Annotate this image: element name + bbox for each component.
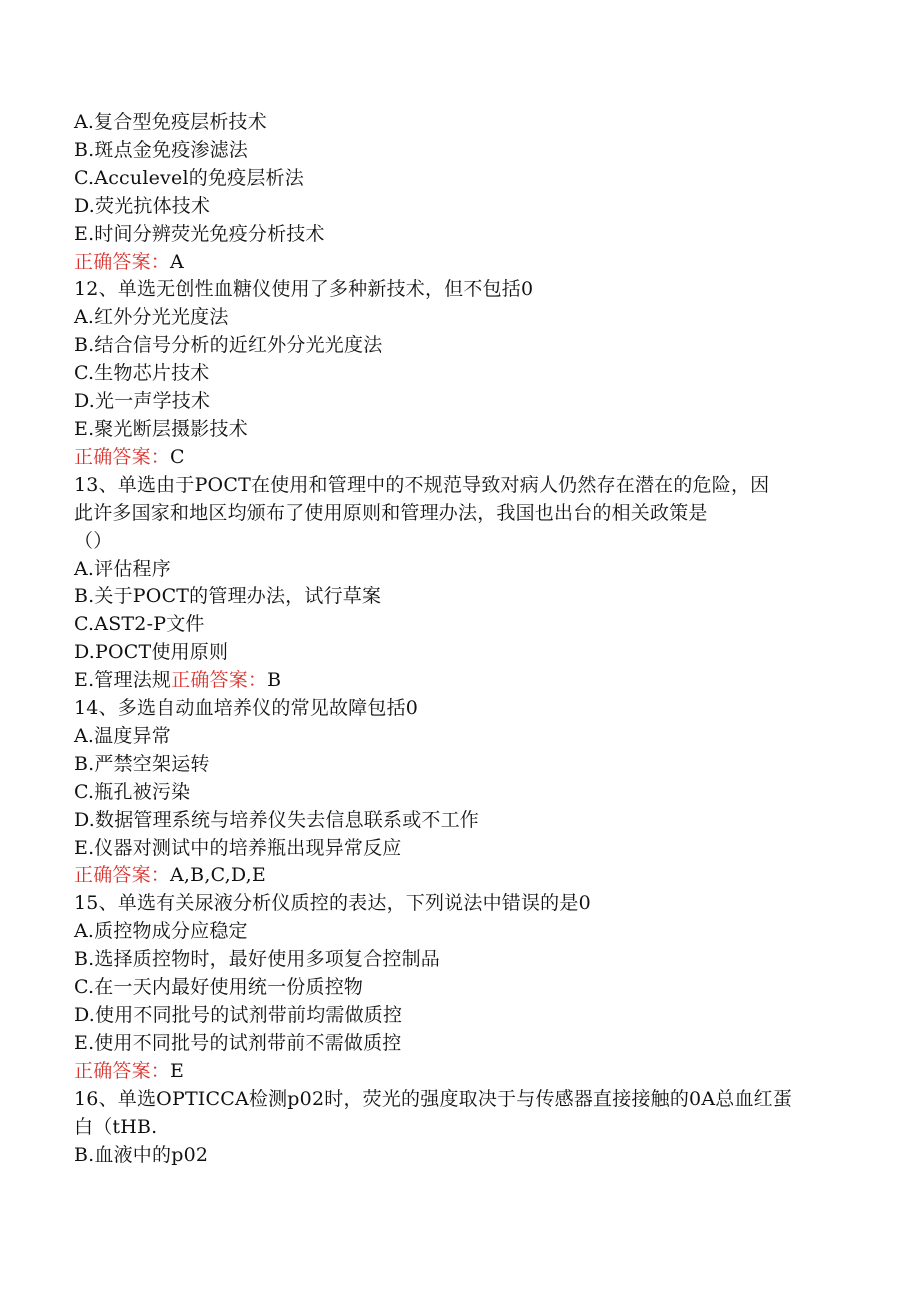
option-line: E.聚光断层摄影技术 — [74, 417, 248, 440]
option-line: C.瓶孔被污染 — [74, 780, 191, 803]
option-answer-line — [74, 667, 844, 695]
question-line: 13、单选由于POCT在使用和管理中的不规范导致对病人仍然存在潜在的危险，因 — [74, 473, 770, 496]
option-line: E.仪器对测试中的培养瓶出现异常反应 — [74, 836, 402, 859]
option-line: E.时间分辨荧光免疫分析技术 — [74, 222, 325, 245]
option-line: D.使用不同批号的试剂带前均需做质控 — [74, 1004, 403, 1026]
answer-value: E — [170, 1059, 185, 1082]
answer-label: 正确答案： — [74, 1059, 171, 1082]
question-line: （） — [74, 529, 113, 552]
question-line: 此许多国家和地区均颁布了使用原则和管理办法，我国也出台的相关政策是 — [74, 501, 708, 524]
option-line: A.复合型免疫层析技术 — [74, 111, 267, 133]
option-line: D.数据管理系统与培养仪失去信息联系或不工作 — [74, 808, 479, 831]
answer-value: C — [170, 445, 185, 468]
answer-line — [74, 444, 844, 472]
answer-value: A — [170, 250, 184, 273]
answer-line — [74, 249, 844, 277]
question-line: 14、多选自动血培养仪的常见故障包括0 — [74, 697, 419, 720]
option-line: B.严禁空架运转 — [74, 752, 210, 775]
answer-label: 正确答案： — [171, 669, 268, 692]
document-page — [74, 109, 844, 1169]
option-line: C.生物芯片技术 — [74, 362, 210, 385]
question-line: 16、单选OPTICCA检测p02时，荧光的强度取决于与传感器直接接触的0A总血红蛋 — [74, 1087, 793, 1110]
option-line: D.荧光抗体技术 — [74, 194, 211, 217]
answer-label: 正确答案： — [74, 864, 171, 887]
option-line: A.温度异常 — [74, 724, 171, 747]
answer-label: 正确答案： — [74, 445, 171, 468]
question-line: 白（tHB. — [74, 1115, 158, 1138]
option-line: D.光一声学技术 — [74, 390, 211, 413]
option-line: B.关于POCT的管理办法，试行草案 — [74, 585, 382, 608]
answer-line — [74, 862, 844, 890]
option-line: B.结合信号分析的近红外分光光度法 — [74, 334, 383, 357]
option-line: B.斑点金免疫渗滤法 — [74, 138, 249, 161]
option-line: A.红外分光光度法 — [74, 306, 229, 329]
option-line: C.在一天内最好使用统一份质控物 — [74, 976, 364, 999]
option-line: D.POCT使用原则 — [74, 641, 229, 664]
option-line: E.使用不同批号的试剂带前不需做质控 — [74, 1031, 402, 1054]
option-line: C.AST2-P文件 — [74, 613, 205, 636]
option-line: A.质控物成分应稳定 — [74, 920, 248, 943]
answer-value: B — [267, 669, 282, 692]
option-line: B.血液中的p02 — [74, 1143, 209, 1166]
answer-label: 正确答案： — [74, 250, 171, 273]
option-line: C.Acculevel的免疫层析法 — [74, 166, 304, 189]
option-line: A.评估程序 — [74, 557, 171, 580]
option-text: E.管理法规 — [74, 669, 172, 692]
option-line: B.选择质控物时，最好使用多项复合控制品 — [74, 948, 441, 971]
answer-line — [74, 1058, 844, 1086]
question-line: 12、单选无创性血糖仪使用了多种新技术，但不包括0 — [74, 278, 534, 301]
question-line: 15、单选有关尿液分析仪质控的表达，下列说法中错误的是0 — [74, 892, 591, 915]
answer-value: A,B,C,D,E — [170, 864, 266, 887]
